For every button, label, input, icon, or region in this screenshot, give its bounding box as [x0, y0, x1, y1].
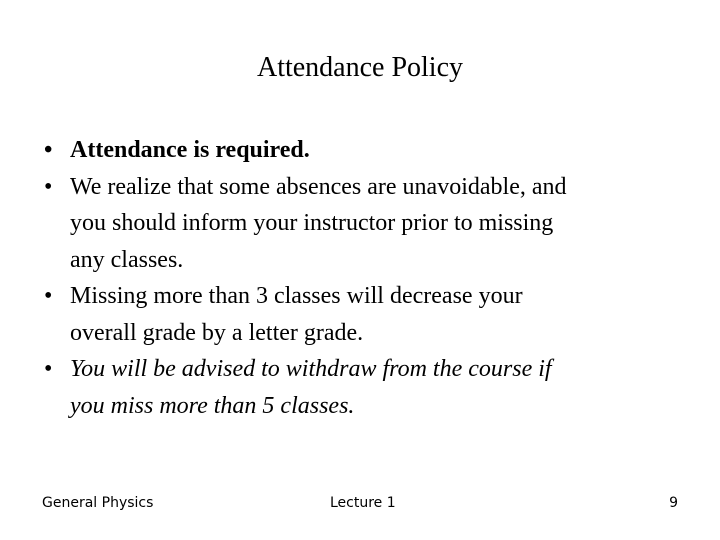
bullet-marker: • [44, 283, 53, 309]
bullet-text: You will be advised to withdraw from the course if [70, 356, 552, 382]
bullet-text: overall grade by a letter grade. [70, 319, 364, 346]
bullet-item [44, 351, 684, 424]
bullet-text: Missing more than 3 classes will decrease your [70, 283, 523, 309]
footer-course: General Physics [42, 495, 154, 511]
bullet-text: any classes. [70, 246, 184, 273]
footer-page-number: 9 [669, 495, 678, 511]
bullet-marker: • [44, 173, 53, 200]
bullet-text: Attendance is required. [70, 137, 310, 163]
bullet-item [44, 169, 684, 279]
footer-lecture: Lecture 1 [330, 495, 396, 511]
bullet-text: you should inform your instructor prior to missing [70, 210, 554, 236]
bullet-text: We realize that some absences are unavoidable, and [70, 173, 567, 200]
bullet-item [44, 278, 684, 351]
bullet-text: you miss more than 5 classes. [70, 392, 355, 419]
bullet-list [44, 132, 684, 424]
bullet-item [44, 132, 684, 169]
slide-title: Attendance Policy [256, 52, 464, 83]
bullet-marker: • [44, 137, 53, 163]
bullet-marker: • [44, 356, 53, 382]
